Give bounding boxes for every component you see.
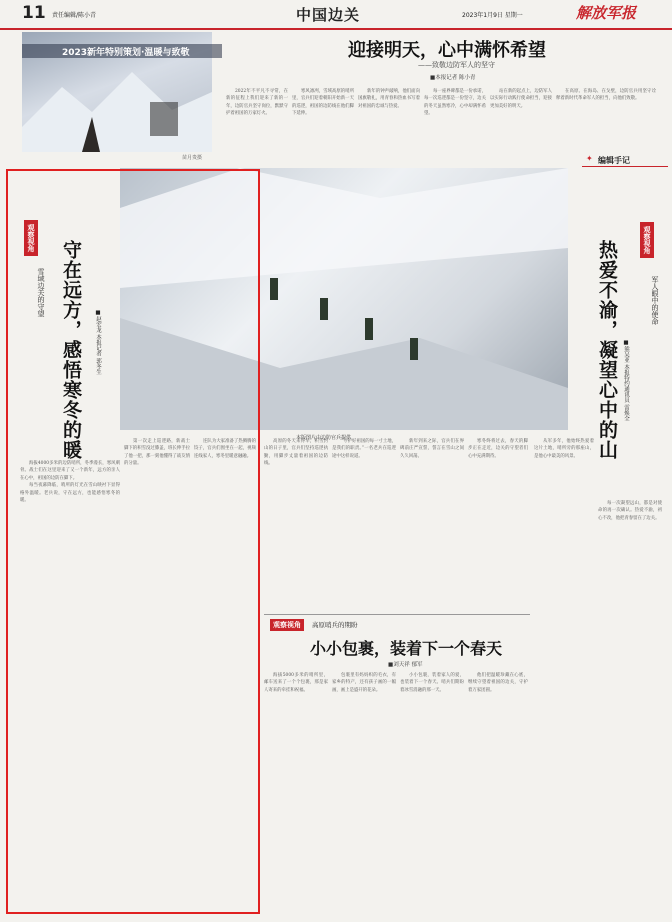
top-article-byline: ■本报记者 陈小青 [430,75,476,81]
left-article-body-col-2: 第一次走上巡逻路，新战士脚下的积雪没过膝盖，班长伸手拉了他一把，那一刻他懂得了战友情的分量。 [124,439,190,467]
bottom-article-byline: ■刘天祥 郁军 [388,662,423,668]
photo-caption: 本版图片由边防官兵提供 [296,435,352,441]
middle-body-col-4: 寒冬终将过去，春天的脚步正在走近，边关的守望者们心中充满期待。 [468,439,528,459]
left-article-body-col-3: 连队为大家准备了热腾腾的饺子，官兵们围坐在一起，视频连线家人，寒冬里暖意融融。 [194,439,256,459]
left-article-byline: ■赵宏龙 本报记者 郭冬生 [95,310,101,375]
page-number: 11 [22,3,46,23]
top-article-title: 迎接明天，心中满怀希望 [348,40,546,61]
issue-date: 2023年1月9日 星期一 [462,12,523,19]
banner-photo-caption: 苗月贵摄 [182,155,203,161]
top-article-body-col-6: 在高原、在海岛、在戈壁，边防官兵用坚守诠释着新时代革命军人的担当，向他们致敬。 [556,89,656,102]
newspaper-logo: 解放军报 [576,4,637,22]
right-article-kicker: 军人眼中的使命 [651,276,659,325]
top-article-body-col-4: 每一座界碑都是一份承诺，每一次巡逻都是一份坚守，边关的冬天虽然寒冷，心中却满怀希望。 [424,89,486,117]
right-article-tag: 观察视角 [640,222,654,258]
section-title: 中国边关 [296,6,361,24]
bottom-article-body-col-1: 海拔5000多米的哨所里，邮车送来了一个个包裹，那是家人寄来的牵挂和祝福。 [264,673,328,693]
bottom-article-title: 小小包裹，装着下一个春天 [310,639,503,658]
bottom-article-body-col-4: 他们把温暖珍藏在心底，继续守望着祖国的边关，守护着万家团圆。 [468,673,528,693]
bottom-article-kicker: 高原哨兵的期盼 [312,621,358,629]
banner-title: 2023新年特别策划·温暖与致敬 [62,48,190,58]
editor-credit: 责任编辑/陈小青 [52,12,97,19]
left-article-tag: 观察视角 [24,220,38,256]
editor-note-icon: ✦ [586,154,593,163]
top-article-body-col-5: 站在新的起点上，边防军人以实际行动践行使命担当，迎接更加美好的明天。 [490,89,552,109]
right-article-byline: ■熊吴亚 本报特约通讯员 雷焕全 [623,340,629,421]
top-article-subtitle: ——致敬边防军人的坚守 [418,61,495,69]
middle-body-col-2: “守护好祖国的每一寸土地，是我们的职责。”一名老兵在巡逻途中这样说道。 [332,439,396,459]
editor-note-label: 编辑手记 [598,156,630,165]
middle-body-col-3: 新年到来之际，官兵们在界碑前庄严宣誓，誓言在雪山之间久久回荡。 [400,439,464,459]
bottom-article-body-col-2: 包裹里有妈妈织的毛衣，有家乡的特产，还有孩子画的一幅画，画上是盛开的花朵。 [332,673,396,693]
right-article-title: 热爱不渝，凝望心中的山 [596,240,618,460]
middle-body-col-1: 高原的冬天来得早，积雪封山的日子里，官兵们坚持巡逻执勤，用脚步丈量着祖国的边防线。 [264,439,328,467]
right-article-body-col-2: 每一次凝望远山，都是对使命的再一次确认。热爱不渝，初心不改，他把青春留在了边关。 [598,501,662,521]
right-article-body-col-1: 从军多年，他始终热爱着这片土地，哨所旁的那座山，是他心中最美的风景。 [534,439,594,459]
bottom-article-tag: 观察视角 [270,619,304,631]
top-article-body-col-2: 寒风凛冽，雪域高原的哨所里，官兵们迎着朝阳开始新一天的巡逻，祖国的边防线在他们脚下延伸。 [292,89,354,117]
left-article-body-col-1: 海拔4000多米的边防哨所，冬季漫长，寒风刺骨。战士们在这里迎来了又一个新年，远方的亲人在心中，祖国的边防在脚下。 每当夜幕降临，哨所的灯光在雪山映衬下显得格外温暖。老兵说，守在远方，也能感悟寒冬的暖。 [20,461,120,504]
top-article-body-col-1: 2022年不平凡不寻常，在新的征程上我们迎来了新的一年，边防官兵坚守岗位，默默守护着祖国的万家灯火。 [226,89,288,117]
top-article-body-col-3: 新年的钟声敲响，他们面向国旗敬礼，用青春和热血书写着对祖国的忠诚与热爱。 [358,89,420,109]
left-article-title: 守在远方，感悟寒冬的暖 [60,240,82,460]
bottom-article-rule [264,614,530,615]
left-article-kicker: 雪域边关的守望 [37,268,45,317]
bottom-article-body-col-3: 小小包裹，装着家人的爱，也装着下一个春天。哨兵们期盼着冰雪消融的那一天。 [400,673,464,693]
